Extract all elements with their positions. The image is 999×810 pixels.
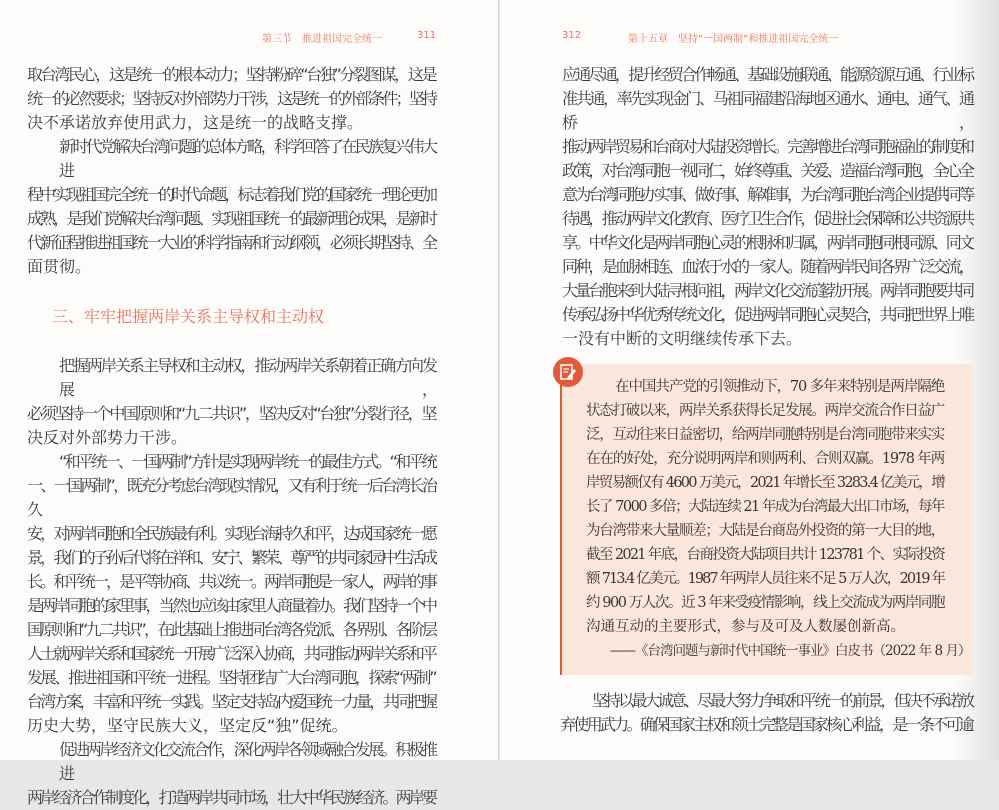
paragraph bbox=[586, 375, 944, 639]
text-line: 代新征程推进祖国统一大业的科学指南和行动纲领，必须长期坚持、全 bbox=[27, 233, 435, 252]
text-line: 截至 2021 年底，台商投资大陆项目共计 123781 个、实际投资 bbox=[586, 547, 944, 563]
text-line: 在中国共产党的引领推动下，70 多年来特别是两岸隔绝 bbox=[615, 379, 944, 395]
text-line: 为台湾带来大量顺差；大陆是台商岛外投资的第一大目的地， bbox=[586, 523, 944, 539]
text-line: 额 713.4 亿美元。1987 年两岸人员往来不足 5 万人次，2019 年 bbox=[586, 571, 944, 587]
right-text-column bbox=[560, 63, 972, 737]
text-line: 大量台胞来到大陆寻根问祖，两岸文化交流蓬勃开展。两岸同胞要共同 bbox=[562, 281, 972, 300]
paragraph bbox=[562, 63, 972, 351]
note-pencil-icon bbox=[553, 357, 583, 387]
text-line: 同种，是血脉相连、血浓于水的一家人。随着两岸民间各界广泛交流， bbox=[562, 257, 972, 276]
text-line: 程中实现祖国完全统一的时代命题，标志着我们党的国家统一理论更加 bbox=[27, 185, 435, 204]
text-line: 弃使用武力。确保国家主权和领土完整是国家核心利益，是一条不可逾 bbox=[560, 715, 972, 734]
text-line: 在在的好处，充分说明两岸和则两利、合则双赢。1978 年两 bbox=[586, 451, 944, 467]
text-line: 成熟，是我们党解决台湾问题、实现祖国统一的最新理论成果，是新时 bbox=[27, 209, 435, 228]
text-line: 长了 7000 多倍；大陆连续 21 年成为台湾最大出口市场，每年 bbox=[586, 499, 944, 515]
text-line: 沟通互动的主要形式，参与及可及人数屡创新高。 bbox=[586, 619, 905, 635]
left-text-column bbox=[27, 63, 435, 810]
paragraph bbox=[560, 689, 972, 737]
body-text bbox=[27, 354, 435, 810]
text-line: 泛，互动往来日益密切，给两岸同胞特别是台湾同胞带来实实 bbox=[586, 427, 944, 443]
text-line: 一、一国两制”，既充分考虑台湾现实情况，又有利于统一后台湾长治久 bbox=[27, 476, 435, 519]
text-line: 必须坚持一个中国原则和“九二共识”，坚决反对“台独”分裂行径，坚 bbox=[27, 404, 435, 423]
text-line: 约 900 万人次。近 3 年来受疫情影响，线上交流成为两岸同胞 bbox=[586, 595, 944, 611]
text-line: 决反对外部势力干涉。 bbox=[27, 428, 188, 447]
text-line: 坚持以最大诚意、尽最大努力争取和平统一的前景，但决不承诺放 bbox=[592, 691, 972, 710]
text-line: 安，对两岸同胞和全民族最有利。实现台海持久和平，达成国家统一愿 bbox=[27, 524, 435, 543]
text-line: 历史大势，坚守民族大义，坚定反“独”促统。 bbox=[27, 716, 348, 735]
text-line: 国原则和“九二共识”，在此基础上推进同台湾各党派、各界别、各阶层 bbox=[27, 620, 435, 639]
section-heading: 三、牢牢把握两岸关系主导权和主动权 bbox=[52, 307, 325, 326]
text-line: 长。和平统一，是平等协商、共议统一。两岸同胞是一家人，两岸的事 bbox=[27, 572, 435, 591]
text-line: 取台湾民心，这是统一的根本动力；坚持粉碎“台独”分裂图谋，这是 bbox=[27, 65, 435, 84]
text-line: 两岸经济合作制度化，打造两岸共同市场，壮大中华民族经济。两岸要 bbox=[27, 788, 435, 807]
quote-box bbox=[560, 364, 972, 675]
text-line: 决不承诺放弃使用武力，这是统一的战略支撑。 bbox=[27, 113, 364, 132]
text-line: 准共通，率先实现金门、马祖同福建沿海地区通水、通电、通气、通桥， bbox=[562, 89, 972, 132]
text-line: 应通尽通，提升经贸合作畅通、基础设施联通、能源资源互通、行业标 bbox=[562, 65, 972, 84]
text-line: 新时代党解决台湾问题的总体方略，科学回答了在民族复兴伟大进 bbox=[59, 137, 435, 180]
quote-attribution: ——《台湾问题与新时代中国统一事业》白皮书（2022 年 8 月） bbox=[610, 643, 971, 659]
paragraph bbox=[27, 135, 435, 279]
text-line: 统一的必然要求；坚持反对外部势力干涉，这是统一的外部条件；坚持 bbox=[27, 89, 435, 108]
body-text bbox=[560, 689, 972, 737]
text-line: 状态打破以来，两岸关系获得长足发展。两岸交流合作日益广 bbox=[586, 403, 944, 419]
paragraph bbox=[27, 450, 435, 738]
text-line: 政策，对台湾同胞一视同仁，始终尊重、关爱、造福台湾同胞，全心全 bbox=[562, 161, 972, 180]
text-line: 人士就两岸关系和国家统一开展广泛深入协商，共同推动两岸关系和平 bbox=[27, 644, 435, 663]
text-line: 岸贸易额仅有 4600 万美元，2021 年增长至 3283.4 亿美元，增 bbox=[586, 475, 944, 491]
paragraph bbox=[27, 354, 435, 450]
text-line: 推动两岸贸易和台商对大陆投资增长。完善增进台湾同胞福祉的制度和 bbox=[562, 137, 972, 156]
running-header-section: 第三节 推进祖国完全统一 bbox=[262, 34, 382, 45]
text-line: 促进两岸经济文化交流合作，深化两岸各领域融合发展。积极推进 bbox=[59, 740, 435, 783]
text-line: 传承弘扬中华优秀传统文化，促进两岸同胞心灵契合，共同把世界上唯 bbox=[562, 305, 972, 324]
text-line: 景，我们的子孙后代将在祥和、安宁、繁荣、尊严的共同家园中生活成 bbox=[27, 548, 435, 567]
text-line: 面贯彻。 bbox=[27, 257, 92, 276]
text-line: 意为台湾同胞办实事、做好事、解难事，为台湾同胞台湾企业提供同等 bbox=[562, 185, 972, 204]
text-line: 发展、推进祖国和平统一进程。坚持团结广大台湾同胞，探索“两制” bbox=[27, 668, 435, 687]
text-line: “和平统一、一国两制”方针是实现两岸统一的最佳方式。“和平统 bbox=[59, 452, 435, 471]
text-line: 是两岸同胞的家里事，当然也应该由家里人商量着办。我们坚持一个中 bbox=[27, 596, 435, 615]
page-number: 312 bbox=[562, 30, 582, 41]
paragraph bbox=[27, 63, 435, 135]
text-line: 把握两岸关系主导权和主动权，推动两岸关系朝着正确方向发展， bbox=[59, 356, 435, 399]
page-number: 311 bbox=[417, 30, 437, 41]
body-text bbox=[560, 63, 972, 351]
quote-text bbox=[586, 375, 944, 639]
text-line: 台湾方案，丰富和平统一实践。坚定支持岛内爱国统一力量，共同把握 bbox=[27, 692, 435, 711]
running-header-chapter: 第十五章 坚持“一国两制”和推进祖国完全统一 bbox=[628, 34, 839, 45]
text-line: 待遇，推动两岸文化教育、医疗卫生合作，促进社会保障和公共资源共 bbox=[562, 209, 972, 228]
paragraph bbox=[27, 738, 435, 810]
text-line: 一没有中断的文明继续传承下去。 bbox=[562, 329, 803, 348]
text-line: 享。中华文化是两岸同胞心灵的根脉和归属，两岸同胞同根同源、同文 bbox=[562, 233, 972, 252]
body-text bbox=[27, 63, 435, 279]
